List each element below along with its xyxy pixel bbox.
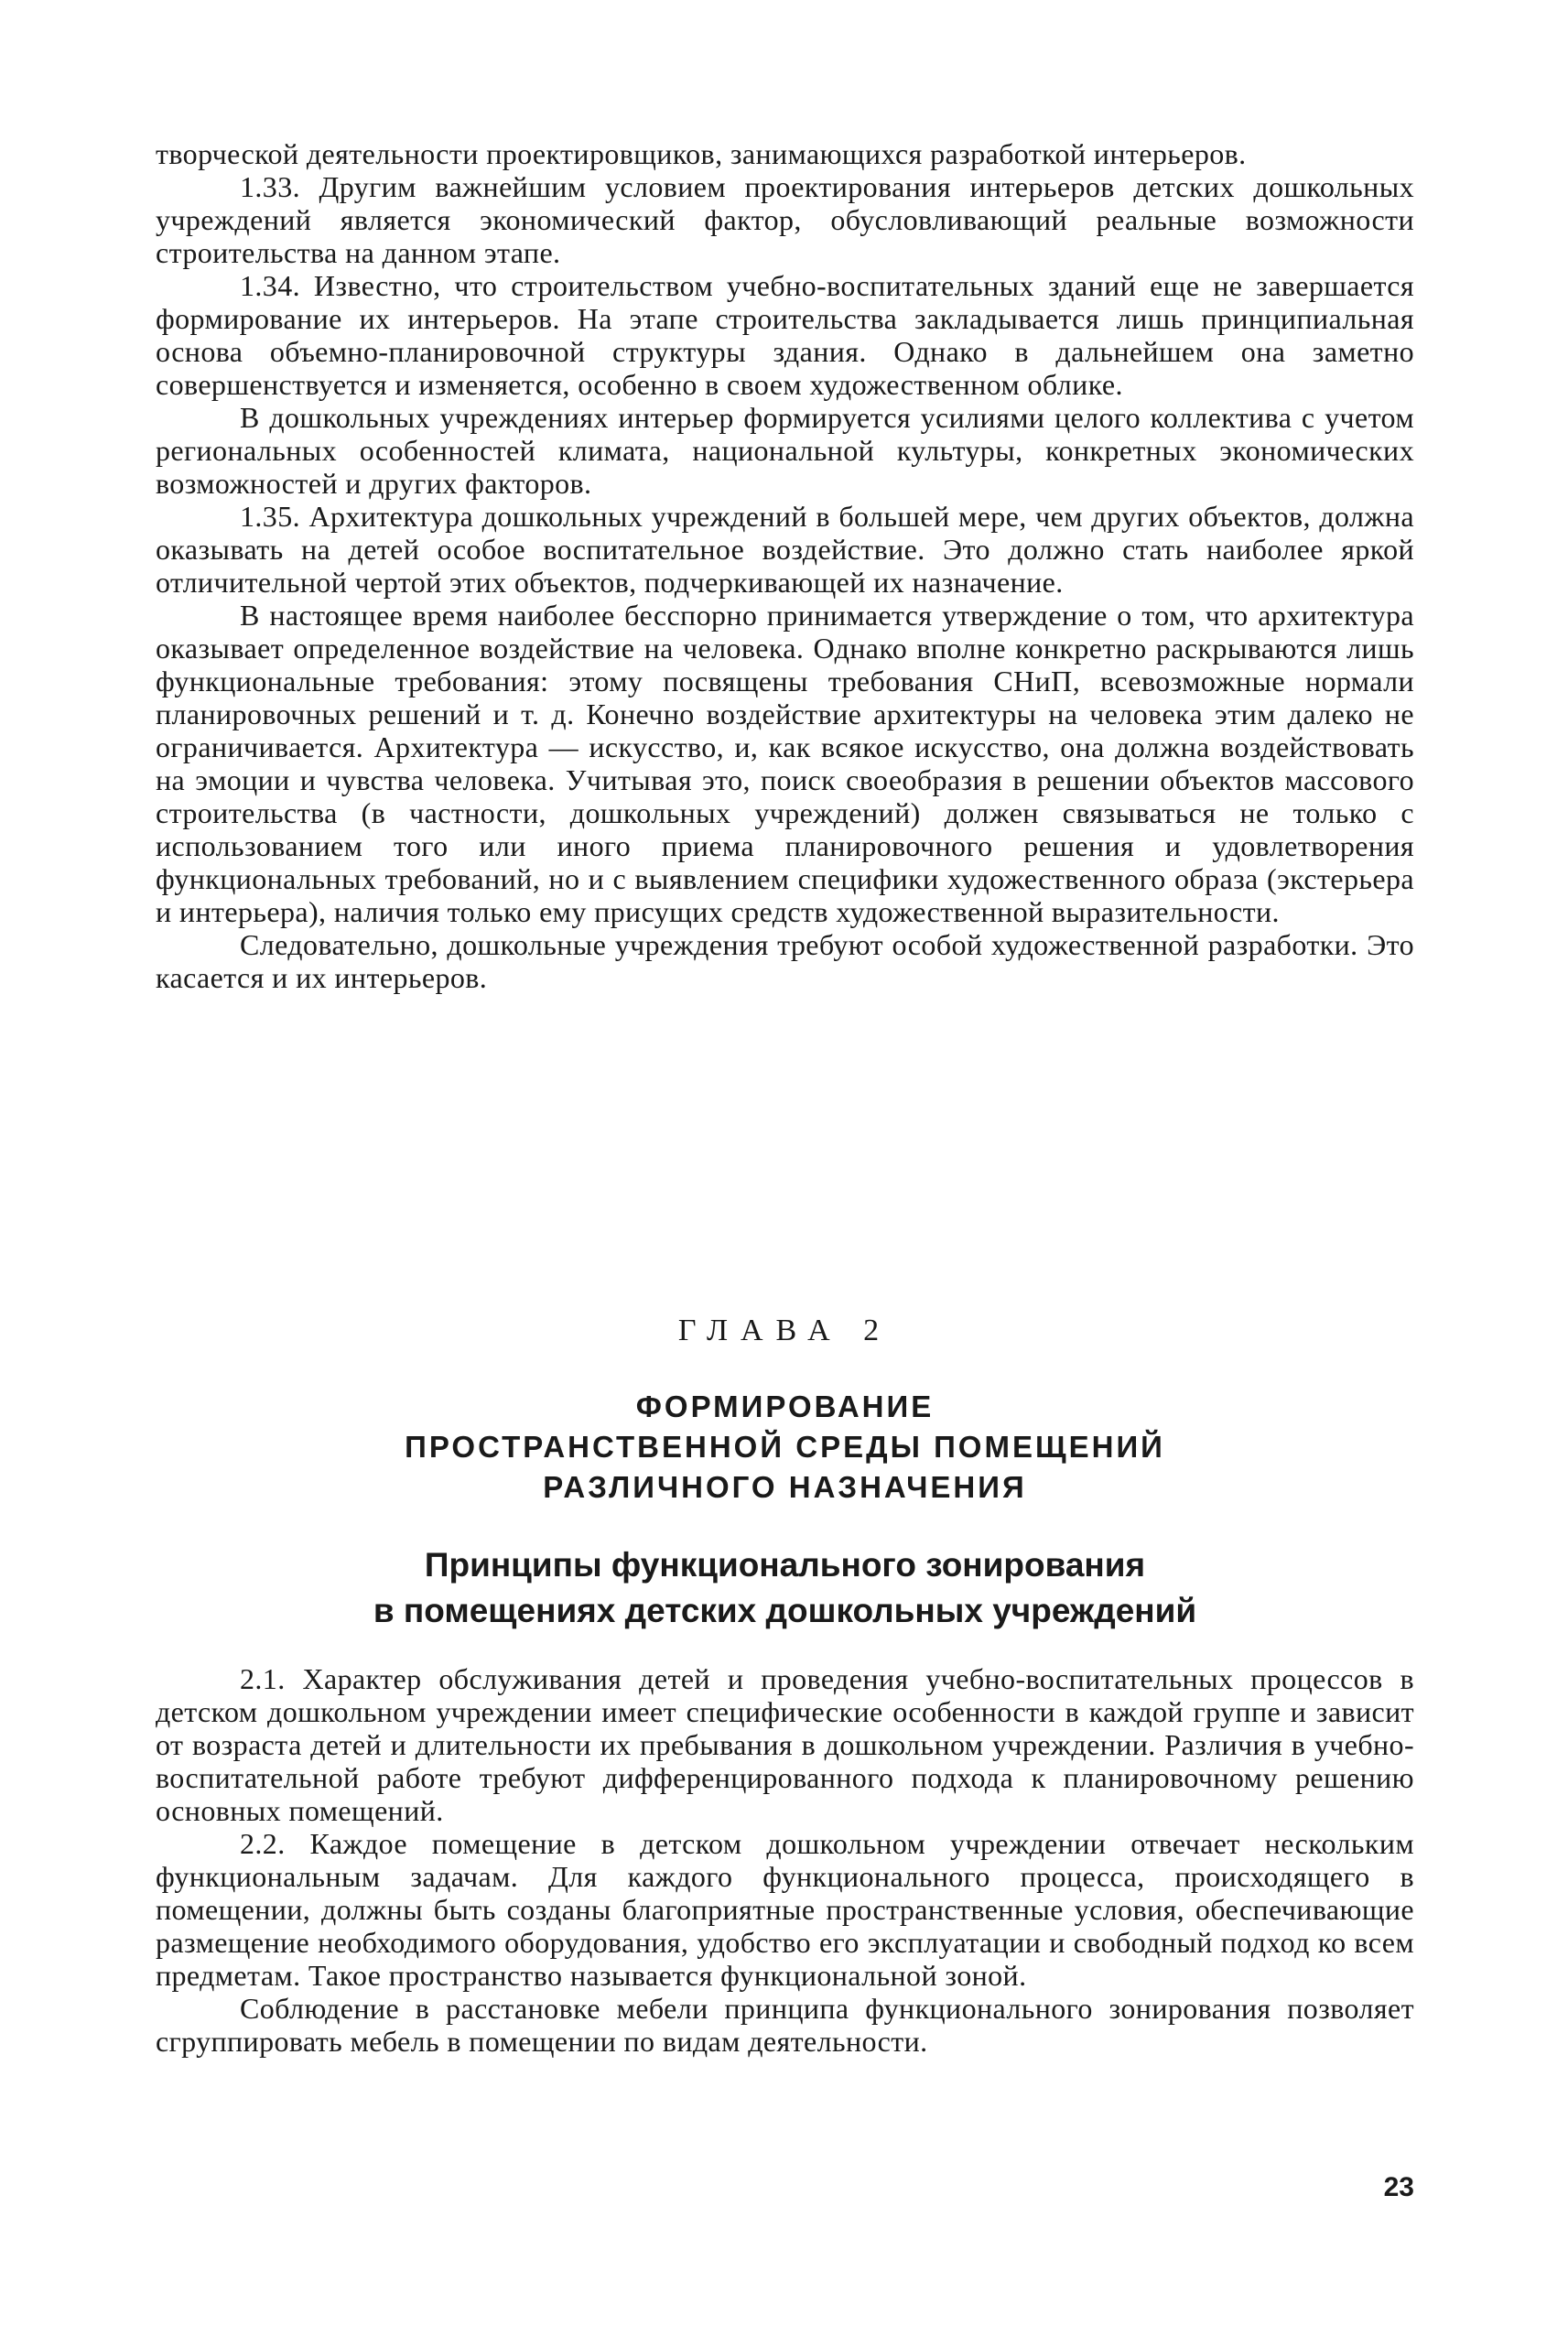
- paragraph-1-35-second: В настоящее время наиболее бесспорно принимается утверждение о том, что архитектура оказывает определенное воздействие на человека. Однако вполне конкретно раскрываются лишь функциональные требования: этому посвящены требования СНиП, всевозможные нормали планировочных решений и т. д. Конечно воздействие архитектуры на человека этим далеко не ограничивается. Архитектура — искусство, и, как всякое искусство, она должна воздействовать на эмоции и чувства человека. Учитывая это, поиск своеобразия в решении объектов массового строительства (в частности, дошкольных учреждений) должен связываться не только с использованием того или иного приема планировочного решения и удовлетворения функциональных требований, но и с выявлением специфики художественного образа (экстерьера и интерьера), наличия только ему присущих средств художественной выразительности.: [156, 599, 1414, 928]
- chapter-label: ГЛАВА 2: [677, 1314, 892, 1347]
- section-title-line-1: Принципы функционального зонирования: [424, 1546, 1146, 1584]
- chapter-title-line-1: ФОРМИРОВАНИЕ: [635, 1390, 935, 1423]
- chapter-title-line-2: ПРОСТРАНСТВЕННОЙ СРЕДЫ ПОМЕЩЕНИЙ: [405, 1430, 1165, 1464]
- paragraph-1-33: 1.33. Другим важнейшим условием проектирования интерьеров детских дошкольных учреждений является экономический фактор, обусловливающий реальные возможности строительства на данном этапе.: [156, 170, 1414, 269]
- paragraph-2-1: 2.1. Характер обслуживания детей и проведения учебно-воспитательных процессов в детском дошкольном учреждении имеет специфические особенности в каждой группе и зависит от возраста детей и длительности их пребывания в дошкольном учреждении. Различия в учебно-воспитательной работе требуют дифференцированного подхода к планировочному решению основных помещений.: [156, 1662, 1414, 1827]
- section-title-line-2: в помещениях детских дошкольных учреждений: [373, 1592, 1197, 1629]
- upper-text-block: [156, 137, 1414, 994]
- paragraph-continuation: творческой деятельности проектировщиков, занимающихся разработкой интерьеров.: [156, 137, 1247, 170]
- section-title: [156, 1542, 1414, 1634]
- paragraph-2-2: 2.2. Каждое помещение в детском дошкольном учреждении отвечает нескольким функциональным задачам. Для каждого функционального процесса, происходящего в помещении, должны быть созданы благоприятные пространственные условия, обеспечивающие размещение необходимого оборудования, удобство его эксплуатации и свободный подход ко всем предметам. Такое пространство называется функциональной зоной.: [156, 1827, 1414, 1992]
- paragraph-1-34: 1.34. Известно, что строительством учебно-воспитательных зданий еще не завершается формирование их интерьеров. На этапе строительства закладывается лишь принципиальная основа объемно-планировочной структуры здания. Однако в дальнейшем она заметно совершенствуется и изменяется, особенно в своем художественном облике.: [156, 269, 1414, 401]
- chapter-title: [156, 1387, 1414, 1508]
- paragraph-2-2-continued: Соблюдение в расстановке мебели принципа функционального зонирования позволяет сгруппировать мебель в помещении по видам деятельности.: [156, 1992, 1414, 2058]
- paragraph-1-35-third: Следовательно, дошкольные учреждения требуют особой художественной разработки. Это касается и их интерьеров.: [156, 928, 1414, 994]
- lower-text-block: [156, 1662, 1414, 2058]
- page-number: 23: [1383, 2172, 1414, 2202]
- paragraph-1-34-continued: В дошкольных учреждениях интерьер формируется усилиями целого коллектива с учетом региональных особенностей климата, национальной культуры, конкретных экономических возможностей и других факторов.: [156, 401, 1414, 500]
- paragraph-1-35: 1.35. Архитектура дошкольных учреждений в большей мере, чем других объектов, должна оказывать на детей особое воспитательное воздействие. Это должно стать наиболее яркой отличительной чертой этих объектов, подчеркивающей их назначение.: [156, 500, 1414, 599]
- chapter-title-line-3: РАЗЛИЧНОГО НАЗНАЧЕНИЯ: [543, 1470, 1027, 1504]
